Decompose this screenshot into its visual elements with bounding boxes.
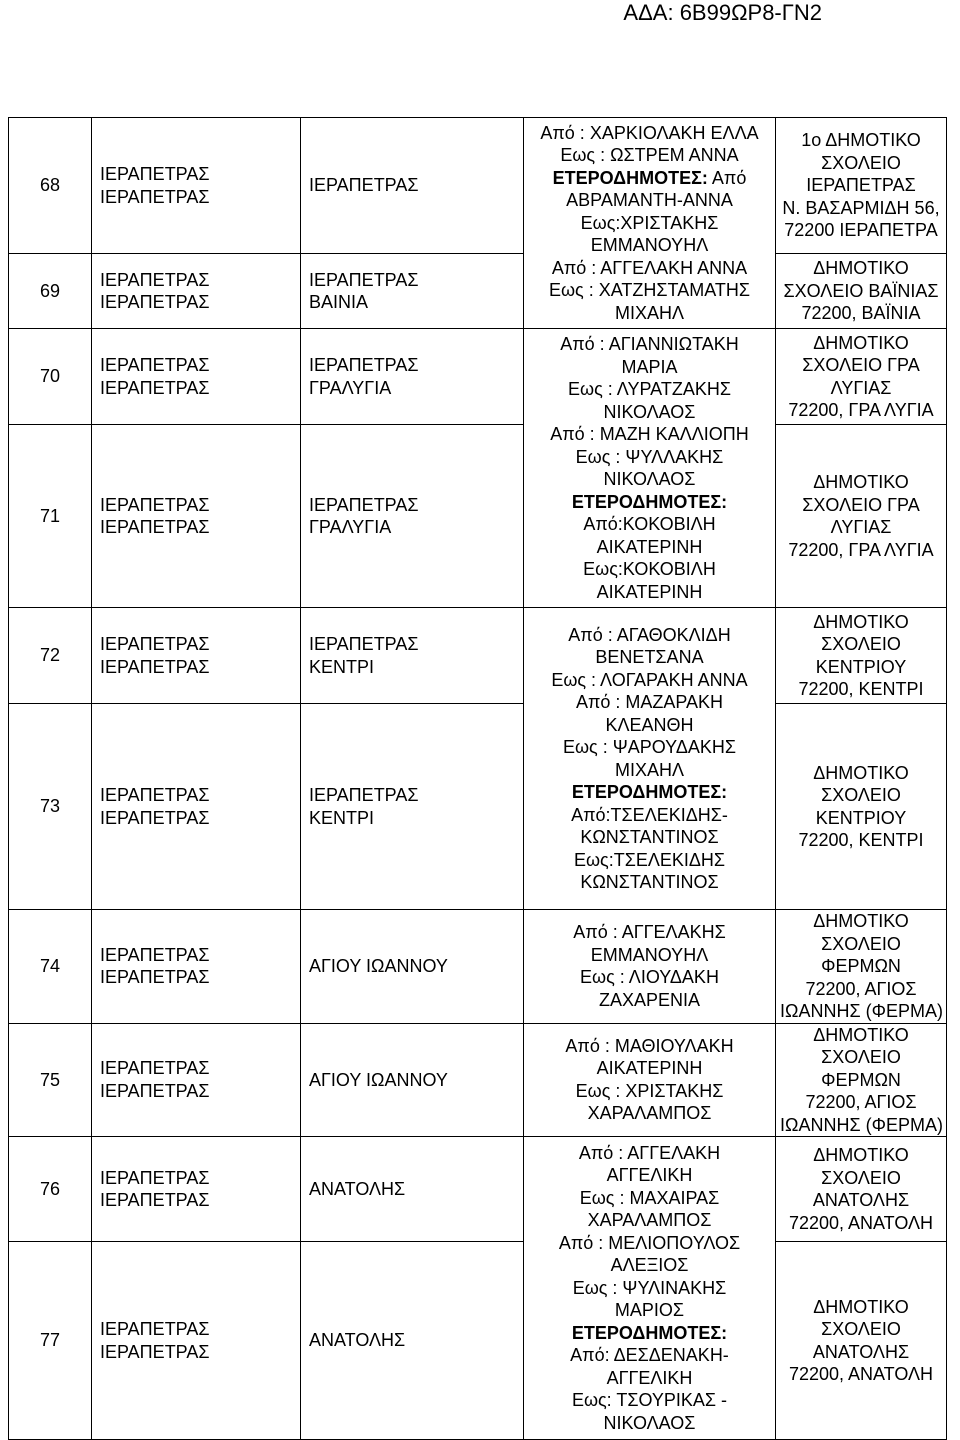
- municipality-line: ΙΕΡΑΠΕΤΡΑΣ: [100, 634, 210, 654]
- supervisor-line: Εως : ΨΑΡΟΥΔΑΚΗΣ: [562, 737, 737, 757]
- table-row: [9, 1242, 947, 1440]
- school-line: 72200, ΚΕΝΤΡΙ: [798, 830, 924, 850]
- row-number: 68: [9, 118, 92, 254]
- supervisor-line: Από : ΑΓΙΑΝΝΙΩΤΑΚΗ: [560, 334, 739, 354]
- municipality-cell: [92, 608, 301, 704]
- location-cell: [301, 1242, 524, 1440]
- supervisor-line: Εως : ΧΑΤΖΗΣΤΑΜΑΤΗΣ: [549, 280, 750, 301]
- location-line: ΑΝΑΤΟΛΗΣ: [309, 1178, 406, 1199]
- location-cell: [301, 608, 524, 704]
- table-row: [9, 704, 947, 910]
- municipality-line: ΙΕΡΑΠΕΤΡΑΣ: [100, 967, 210, 988]
- school-line: ΛΥΓΙΑΣ: [830, 377, 892, 398]
- supervisor-line: Εως : ΨΥΛΙΝΑΚΗΣ: [572, 1277, 727, 1298]
- school-line: 72200, ΚΕΝΤΡΙ: [798, 679, 924, 699]
- supervisor-line: Από : ΑΓΓΕΛΑΚΗ: [578, 1142, 721, 1163]
- school-line: ΣΧΟΛΕΙΟ: [821, 152, 901, 173]
- supervisor-line: Από : ΑΓΑΘΟΚΛΙΔΗ: [568, 624, 731, 645]
- school-line: ΣΧΟΛΕΙΟ ΒΑΪΝΙΑΣ: [783, 280, 939, 301]
- outsiders-label: ΕΤΕΡΟΔΗΜΟΤΕΣ:: [552, 167, 708, 188]
- municipality-cell: [92, 1242, 301, 1440]
- supervisor-line: ΝΙΚΟΛΑΟΣ: [603, 401, 696, 422]
- municipality-cell: [92, 254, 301, 329]
- supervisor-line: ΧΑΡΑΛΑΜΠΟΣ: [587, 1210, 712, 1231]
- supervisor-line: ΜΑΡΙΟΣ: [614, 1300, 685, 1321]
- supervisor-line: ΜΑΡΙΑ: [621, 356, 678, 377]
- row-number: 69: [9, 254, 92, 329]
- school-cell: [776, 118, 947, 254]
- municipality-line: ΙΕΡΑΠΕΤΡΑΣ: [100, 1058, 210, 1079]
- supervisor-line: Εως : ΛΟΓΑΡΑΚΗ ΑΝΝΑ: [551, 669, 748, 690]
- polling-stations-table: [8, 117, 947, 1440]
- school-line: ΙΕΡΑΠΕΤΡΑΣ: [806, 175, 916, 196]
- location-line: ΙΕΡΑΠΕΤΡΑΣ: [309, 355, 419, 375]
- school-line: 72200, ΑΝΑΤΟΛΗ: [788, 1212, 934, 1233]
- table-row: [9, 425, 947, 608]
- supervisor-line: Από:ΚΟΚΟΒΙΛΗ: [583, 514, 716, 534]
- supervisor-line: ΑΙΚΑΤΕΡΙΝΗ: [596, 581, 703, 602]
- location-cell: [301, 910, 524, 1024]
- supervisor-line: ΑΒΡΑΜΑΝΤΗ-ΑΝΝΑ: [566, 190, 733, 211]
- supervisor-line: ΜΙΧΑΗΛ: [614, 759, 685, 780]
- school-line: ΣΧΟΛΕΙΟ: [821, 785, 901, 805]
- school-line: ΔΗΜΟΤΙΚΟ: [813, 332, 909, 353]
- location-cell: [301, 118, 524, 254]
- supervisor-line: Από: ΔΕΣΔΕΝΑΚΗ-: [570, 1345, 729, 1366]
- outsiders-label: ΕΤΕΡΟΔΗΜΟΤΕΣ:: [571, 491, 728, 512]
- school-line: ΔΗΜΟΤΙΚΟ: [813, 1145, 909, 1165]
- supervisor-line: ΒΕΝΕΤΣΑΝΑ: [595, 647, 704, 667]
- supervisor-line: ΖΑΧΑΡΕΝΙΑ: [598, 989, 701, 1010]
- location-line: ΚΕΝΤΡΙ: [309, 807, 375, 828]
- ada-code: ΑΔΑ: 6Β99ΩΡ8-ΓΝ2: [623, 0, 822, 25]
- supervisor-line: Εως : ΛΥΡΑΤΖΑΚΗΣ: [568, 379, 731, 399]
- school-line: 72200, ΑΝΑΤΟΛΗ: [788, 1364, 934, 1384]
- municipality-line: ΙΕΡΑΠΕΤΡΑΣ: [100, 1190, 210, 1210]
- location-cell: [301, 329, 524, 425]
- supervisor-line: ΚΛΕΑΝΘΗ: [605, 714, 694, 735]
- municipality-cell: [92, 1023, 301, 1137]
- school-line: ΦΕΡΜΩΝ: [821, 1069, 901, 1090]
- school-line: ΣΧΟΛΕΙΟ ΓΡΑ: [802, 494, 920, 515]
- location-cell: [301, 1137, 524, 1242]
- municipality-line: ΙΕΡΑΠΕΤΡΑΣ: [100, 1167, 210, 1188]
- location-line: ΙΕΡΑΠΕΤΡΑΣ: [309, 785, 419, 805]
- school-line: ΔΗΜΟΤΙΚΟ: [813, 911, 909, 931]
- municipality-cell: [92, 118, 301, 254]
- municipality-cell: [92, 329, 301, 425]
- supervisor-line: Εως : ΩΣΤΡΕΜ ΑΝΝΑ: [560, 145, 739, 166]
- table-row: [9, 1137, 947, 1242]
- supervisors-cell: [524, 608, 776, 910]
- table-row: [9, 608, 947, 704]
- municipality-line: ΙΕΡΑΠΕΤΡΑΣ: [100, 517, 210, 537]
- municipality-line: ΙΕΡΑΠΕΤΡΑΣ: [100, 186, 210, 207]
- municipality-line: ΙΕΡΑΠΕΤΡΑΣ: [100, 494, 210, 515]
- supervisor-line: Από : ΜΑΘΙΟΥΛΑΚΗ: [565, 1035, 734, 1056]
- supervisor-line: Εως:ΚΟΚΟΒΙΛΗ: [583, 559, 716, 579]
- supervisor-line: Από : ΧΑΡΚΙΟΛΑΚΗ ΕΛΛΑ: [540, 122, 759, 143]
- supervisor-line: ΕΤΕΡΟΔΗΜΟΤΕΣ: Από: [552, 167, 747, 188]
- location-line: ΒΑΙΝΙΑ: [309, 292, 369, 312]
- school-line: ΣΧΟΛΕΙΟ: [821, 1047, 901, 1067]
- municipality-line: ΙΕΡΑΠΕΤΡΑΣ: [100, 656, 210, 677]
- location-cell: [301, 1023, 524, 1137]
- supervisor-line: Εως : ΛΙΟΥΔΑΚΗ: [580, 967, 719, 988]
- school-line: ΔΗΜΟΤΙΚΟ: [813, 472, 909, 492]
- location-cell: [301, 254, 524, 329]
- supervisor-line: ΚΩΝΣΤΑΝΤΙΝΟΣ: [580, 872, 719, 892]
- school-line: 72200, ΒΑΪΝΙΑ: [801, 303, 921, 324]
- location-line: ΑΓΙΟΥ ΙΩΑΝΝΟΥ: [309, 956, 448, 976]
- supervisors-cell: [524, 1023, 776, 1137]
- school-line: ΣΧΟΛΕΙΟ: [821, 1167, 901, 1188]
- location-line: ΙΕΡΑΠΕΤΡΑΣ: [309, 634, 419, 654]
- school-line: ΦΕΡΜΩΝ: [821, 956, 901, 976]
- row-number: 76: [9, 1137, 92, 1242]
- municipality-cell: [92, 1137, 301, 1242]
- school-line: ΣΧΟΛΕΙΟ: [821, 1319, 901, 1339]
- location-line: ΚΕΝΤΡΙ: [309, 656, 375, 677]
- supervisor-line: ΝΙΚΟΛΑΟΣ: [603, 469, 696, 489]
- municipality-line: ΙΕΡΑΠΕΤΡΑΣ: [100, 355, 210, 375]
- school-line: ΙΩΑΝΝΗΣ (ΦΕΡΜΑ): [780, 1114, 943, 1135]
- municipality-cell: [92, 910, 301, 1024]
- school-line: ΔΗΜΟΤΙΚΟ: [813, 1024, 909, 1045]
- school-line: ΣΧΟΛΕΙΟ: [821, 634, 901, 654]
- municipality-line: ΙΕΡΑΠΕΤΡΑΣ: [100, 944, 210, 965]
- supervisor-line: ΕΜΜΑΝΟΥΗΛ: [590, 944, 709, 965]
- supervisor-line: ΑΙΚΑΤΕΡΙΝΗ: [596, 1058, 703, 1079]
- supervisors-cell: [524, 1137, 776, 1440]
- table-row: [9, 910, 947, 1024]
- supervisor-line: Εως : ΜΑΧΑΙΡΑΣ: [579, 1187, 720, 1208]
- municipality-line: ΙΕΡΑΠΕΤΡΑΣ: [100, 1319, 210, 1339]
- supervisor-line: ΕΜΜΑΝΟΥΗΛ: [590, 235, 709, 256]
- location-line: ΑΝΑΤΟΛΗΣ: [309, 1330, 406, 1351]
- school-cell: [776, 254, 947, 329]
- municipality-cell: [92, 425, 301, 608]
- row-number: 71: [9, 425, 92, 608]
- school-line: ΙΩΑΝΝΗΣ (ΦΕΡΜΑ): [780, 1001, 943, 1021]
- supervisor-line: ΑΓΓΕΛΙΚΗ: [606, 1367, 693, 1388]
- row-number: 73: [9, 704, 92, 910]
- row-number: 75: [9, 1023, 92, 1137]
- school-line: 72200, ΑΓΙΟΣ: [805, 1092, 917, 1112]
- supervisor-line: Από : ΜΑΖΑΡΑΚΗ: [575, 692, 724, 712]
- supervisor-line: ΜΙΧΑΗΛ: [614, 302, 685, 323]
- supervisor-line: Εως : ΧΡΙΣΤΑΚΗΣ: [575, 1080, 724, 1101]
- school-cell: [776, 910, 947, 1024]
- school-line: ΣΧΟΛΕΙΟ ΓΡΑ: [802, 355, 920, 375]
- supervisor-line: Από:ΤΣΕΛΕΚΙΔΗΣ-: [571, 804, 728, 825]
- school-cell: [776, 1137, 947, 1242]
- school-line: 72200 ΙΕΡΑΠΕΤΡΑ: [784, 220, 938, 241]
- municipality-line: ΙΕΡΑΠΕΤΡΑΣ: [100, 1080, 210, 1101]
- school-line: ΛΥΓΙΑΣ: [830, 517, 892, 537]
- supervisors-cell: [524, 329, 776, 608]
- school-cell: [776, 1242, 947, 1440]
- outsiders-label: ΕΤΕΡΟΔΗΜΟΤΕΣ:: [571, 1322, 728, 1343]
- location-cell: [301, 704, 524, 910]
- supervisor-line: Από : ΜΕΛΙΟΠΟΥΛΟΣ: [558, 1232, 741, 1253]
- municipality-line: ΙΕΡΑΠΕΤΡΑΣ: [100, 269, 210, 290]
- school-line: 72200, ΓΡΑ ΛΥΓΙΑ: [788, 539, 934, 560]
- supervisor-line: ΑΛΕΞΙΟΣ: [610, 1255, 689, 1276]
- supervisors-cell: [524, 910, 776, 1024]
- supervisor-line: ΧΑΡΑΛΑΜΠΟΣ: [587, 1103, 712, 1124]
- supervisors-cell: [524, 118, 776, 329]
- supervisor-line: Από : ΑΓΓΕΛΑΚΗΣ: [573, 922, 726, 943]
- municipality-cell: [92, 704, 301, 910]
- school-cell: [776, 704, 947, 910]
- row-number: 70: [9, 329, 92, 425]
- municipality-line: ΙΕΡΑΠΕΤΡΑΣ: [100, 164, 210, 184]
- table-row: [9, 1023, 947, 1137]
- table-row: [9, 254, 947, 329]
- supervisor-line: ΑΓΓΕΛΙΚΗ: [606, 1165, 693, 1186]
- school-line: Ν. ΒΑΣΑΡΜΙΔΗ 56,: [782, 197, 940, 218]
- supervisor-line: ΚΩΝΣΤΑΝΤΙΝΟΣ: [580, 827, 719, 847]
- school-line: 1ο ΔΗΜΟΤΙΚΟ: [801, 130, 921, 151]
- supervisor-line: Εως: ΤΣΟΥΡΙΚΑΣ -: [571, 1390, 728, 1411]
- location-line: ΙΕΡΑΠΕΤΡΑΣ: [309, 269, 419, 290]
- table-row: [9, 329, 947, 425]
- location-line: ΓΡΑΛΥΓΙΑ: [309, 377, 392, 398]
- school-line: ΚΕΝΤΡΙΟΥ: [815, 807, 907, 828]
- school-cell: [776, 329, 947, 425]
- school-cell: [776, 1023, 947, 1137]
- school-line: ΔΗΜΟΤΙΚΟ: [813, 1296, 909, 1317]
- school-cell: [776, 608, 947, 704]
- location-line: ΙΕΡΑΠΕΤΡΑΣ: [309, 494, 419, 515]
- municipality-line: ΙΕΡΑΠΕΤΡΑΣ: [100, 377, 210, 398]
- school-line: ΑΝΑΤΟΛΗΣ: [812, 1341, 910, 1362]
- row-number: 72: [9, 608, 92, 704]
- municipality-line: ΙΕΡΑΠΕΤΡΑΣ: [100, 785, 210, 805]
- school-cell: [776, 425, 947, 608]
- school-line: 72200, ΓΡΑ ΛΥΓΙΑ: [788, 400, 934, 420]
- supervisor-line: ΑΙΚΑΤΕΡΙΝΗ: [596, 536, 703, 557]
- municipality-line: ΙΕΡΑΠΕΤΡΑΣ: [100, 1341, 210, 1362]
- supervisor-line: Εως:ΤΣΕΛΕΚΙΔΗΣ: [573, 849, 726, 870]
- location-line: ΙΕΡΑΠΕΤΡΑΣ: [309, 175, 419, 196]
- school-line: ΔΗΜΟΤΙΚΟ: [813, 762, 909, 783]
- school-line: ΚΕΝΤΡΙΟΥ: [815, 656, 907, 677]
- location-line: ΓΡΑΛΥΓΙΑ: [309, 517, 392, 537]
- supervisor-line: Από : ΜΑΖΗ ΚΑΛΛΙΟΠΗ: [550, 424, 749, 444]
- supervisor-line: Εως : ΨΥΛΛΑΚΗΣ: [575, 446, 724, 467]
- supervisor-line: ΝΙΚΟΛΑΟΣ: [603, 1412, 696, 1433]
- school-line: ΔΗΜΟΤΙΚΟ: [813, 611, 909, 632]
- school-line: ΔΗΜΟΤΙΚΟ: [813, 258, 909, 279]
- row-number: 77: [9, 1242, 92, 1440]
- school-line: ΣΧΟΛΕΙΟ: [821, 933, 901, 954]
- municipality-line: ΙΕΡΑΠΕΤΡΑΣ: [100, 292, 210, 312]
- location-line: ΑΓΙΟΥ ΙΩΑΝΝΟΥ: [309, 1069, 448, 1090]
- municipality-line: ΙΕΡΑΠΕΤΡΑΣ: [100, 807, 210, 828]
- table-row: [9, 118, 947, 254]
- school-line: 72200, ΑΓΙΟΣ: [805, 978, 917, 999]
- outsiders-label: ΕΤΕΡΟΔΗΜΟΤΕΣ:: [571, 782, 728, 802]
- school-line: ΑΝΑΤΟΛΗΣ: [812, 1190, 910, 1210]
- location-cell: [301, 425, 524, 608]
- supervisor-line: Εως:ΧΡΙΣΤΑΚΗΣ: [580, 212, 719, 233]
- supervisor-line: Από : ΑΓΓΕΛΑΚΗ ΑΝΝΑ: [551, 257, 748, 278]
- row-number: 74: [9, 910, 92, 1024]
